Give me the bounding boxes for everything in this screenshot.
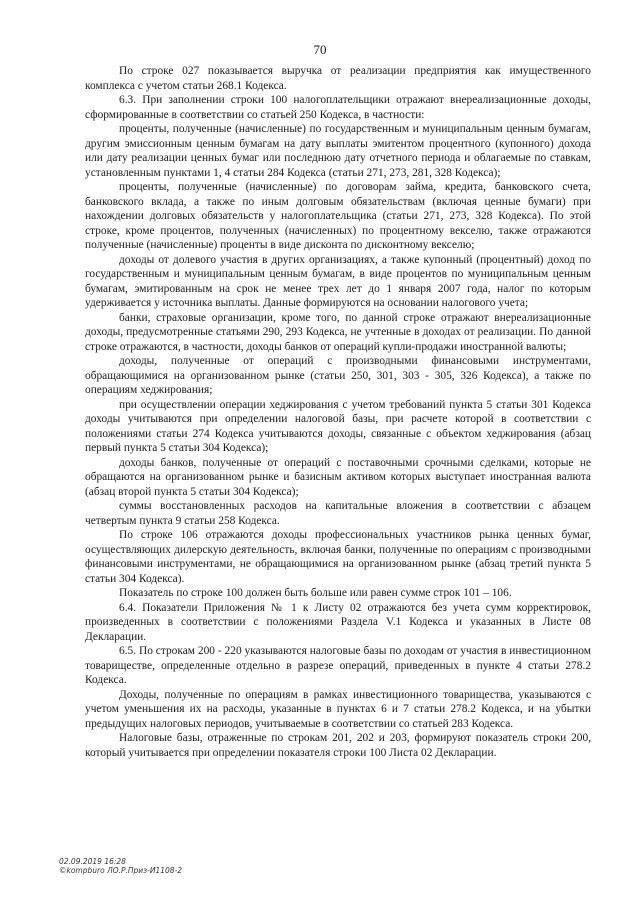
paragraph: Налоговые базы, отраженные по строкам 201, 202 и 203, формируют показатель строки 200, который учитывается при определении показателя строки 100 Листа 02 Декларации. <box>85 732 591 759</box>
footer-source <box>59 866 182 875</box>
paragraph: суммы восстановленных расходов на капитальные вложения в соответствии с абзацем четвертым пункта 9 статьи 258 Кодекса. <box>85 500 591 527</box>
paragraph: доходы, полученные от операций с производными финансовыми инструментами, обращающимися на организованном рынке (статьи 250, 301, 303 - 305, 326 Кодекса), а также по операциям хеджирования; <box>85 355 591 396</box>
paragraph: По строке 106 отражаются доходы профессиональных участников рынка ценных бумаг, осуществляющих дилерскую деятельность, включая банки, полученные по операциям с производными финансовыми инструментами, не обращающимися на организованном рынке (абзац третий пункта 5 статьи 304 Кодекса). <box>85 529 591 585</box>
document-body <box>85 64 591 760</box>
paragraph: при осуществлении операции хеджирования с учетом требований пункта 5 статьи 301 Кодекса доходы учитываются при определении налоговой базы, при расчете которой в соответствии с положениями статьи 274 Кодекса учитываются доходы, связанные с объектом хеджирования (абзац первый пункта 5 статьи 304 Кодекса); <box>85 398 591 454</box>
paragraph: Доходы, полученные по операциям в рамках инвестиционного товарищества, указываются с учетом уменьшения их на расходы, указанные в пунктах 6 и 7 статьи 278.2 Кодекса, и на убытки предыдущих налоговых периодов, учитываемые в соответствии со статьей 283 Кодекса. <box>85 688 591 730</box>
copyright-icon: © <box>59 866 67 875</box>
paragraph: доходы от долевого участия в других организациях, а также купонный (процентный) доход по государственным и муниципальным ценным бумагам, в виде процентов по муниципальным ценным бумагам, эмитированным на срок не менее трех лет до 1 января 2007 года, налог по которым удерживается у источника выплаты. Данные формируются на основании налогового учета; <box>85 253 591 309</box>
footer-source-text: kompburo ЛО.Р.Приз-И1108-2 <box>66 866 183 875</box>
page-number: 70 <box>313 42 327 57</box>
paragraph: доходы банков, полученные от операций с поставочными срочными сделками, которые не обращаются на организованном рынке и базисным активом которых выступает иностранная валюта (абзац второй пункта 5 статьи 304 Кодекса); <box>85 456 591 498</box>
paragraph: По строке 027 показывается выручка от реализации предприятия как имущественного комплекса с учетом статьи 268.1 Кодекса. <box>85 65 591 92</box>
paragraph: 6.4. Показатели Приложения № 1 к Листу 02 отражаются без учета сумм корректировок, произведенных в соответствии с положениями Раздела V.1 Кодекса и указанных в Листе 08 Декларации. <box>85 601 591 643</box>
paragraph: Показатель по строке 100 должен быть больше или равен сумме строк 101 – 106. <box>119 587 512 599</box>
paragraph: банки, страховые организации, кроме того, по данной строке отражают внереализационные доходы, предусмотренные статьями 290, 293 Кодекса, не учтенные в доходах от реализации. По данной строке отражаются, в частности, доходы банков от операций купли-продажи иностранной валюты; <box>85 311 591 353</box>
paragraph: 6.3. При заполнении строки 100 налогоплательщики отражают внереализационные доходы, сформированные в соответствии со статьей 250 Кодекса, в частности: <box>85 94 591 121</box>
paragraph: проценты, полученные (начисленные) по государственным и муниципальным ценным бумагам, другим эмиссионным ценным бумагам на дату выплаты эмитентом процентного (купонного) дохода или дату реализации ценных бумаг или последнюю дату отчетного периода и облагаемые по ставкам, установленным пунктами 1, 4 статьи 284 Кодекса (статьи 271, 273, 281, 328 Кодекса); <box>85 123 591 179</box>
paragraph: проценты, полученные (начисленные) по договорам займа, кредита, банковского счета, банковского вклада, а также по иным долговым обязательствам (включая ценные бумаги) при нахождении долговых обязательств у налогоплательщика (статьи 271, 273, 328 Кодекса). По этой строке, кроме процентов, полученных (начисленных) по процентному векселю, также отражаются полученные (начисленные) проценты в виде дисконта по дисконтному векселю; <box>85 181 591 251</box>
paragraph: 6.5. По строкам 200 - 220 указываются налоговые базы по доходам от участия в инвестиционном товариществе, определенные отдельно в разрезе операций, приведенных в пункте 4 статьи 278.2 Кодекса. <box>85 645 591 686</box>
document-footer <box>59 857 182 875</box>
footer-timestamp: 02.09.2019 16:28 <box>59 857 126 866</box>
